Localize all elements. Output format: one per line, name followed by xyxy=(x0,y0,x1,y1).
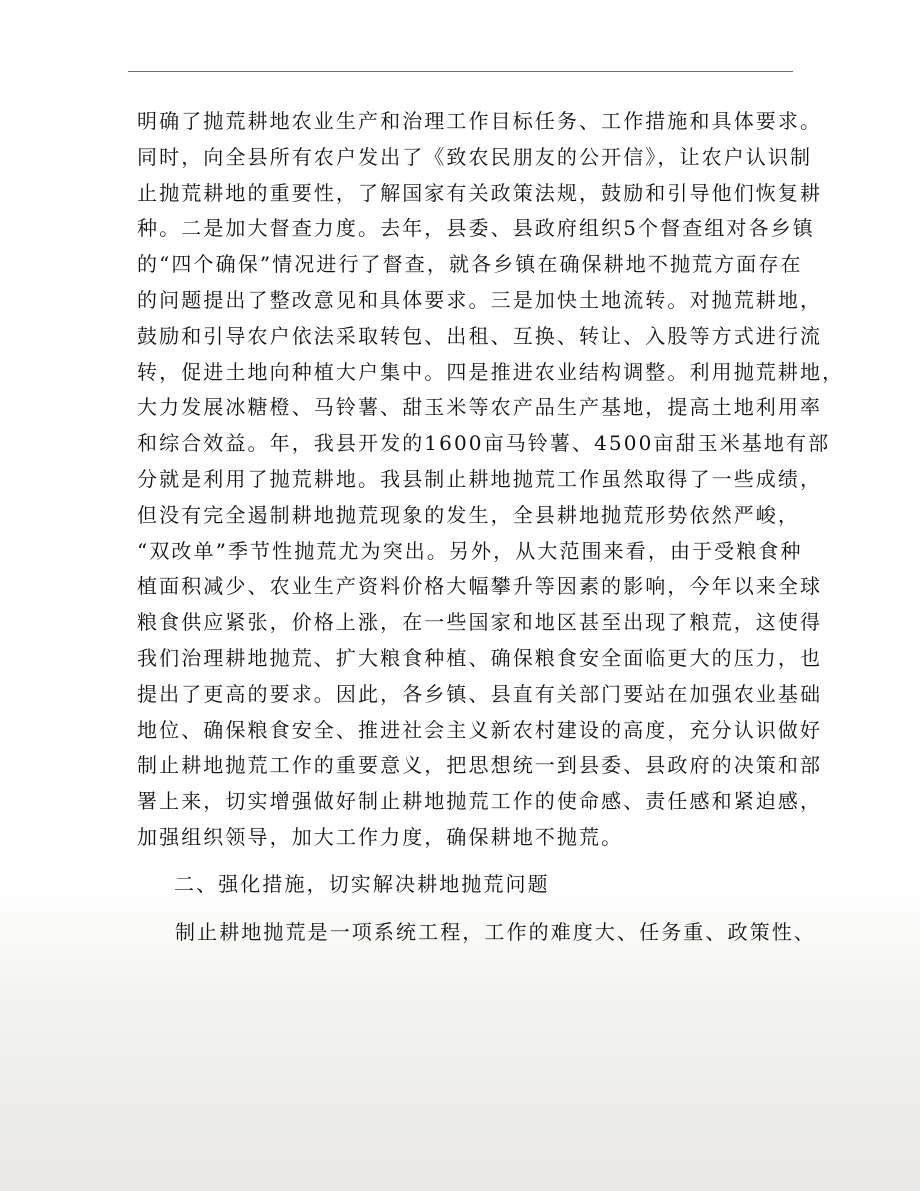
document-body xyxy=(137,104,845,950)
body-line: 鼓励和引导农户依法采取转包、出租、互换、转让、入股等方式进行流 xyxy=(137,323,823,348)
body-line: 的问题提出了整改意见和具体要求。三是加快土地流转。对抛荒耕地， xyxy=(137,287,823,312)
spacer xyxy=(137,903,802,915)
body-line: 但没有完全遏制耕地抛荒现象的发生，全县耕地抛荒形势依然严峻， xyxy=(137,502,800,527)
body-line: 止抛荒耕地的重要性，了解国家有关政策法规，鼓励和引导他们恢复耕 xyxy=(137,180,823,205)
body-line: 和综合效益。年，我县开发的1600亩马铃薯、4500亩甜玉米基地有部 xyxy=(137,431,831,456)
header-rule xyxy=(128,71,793,72)
body-line: 的“四个确保”情况进行了督查，就各乡镇在确保耕地不抛荒方面存在 xyxy=(137,252,803,277)
paragraph-first-line: 制止耕地抛荒是一项系统工程，工作的难度大、任务重、政策性、 xyxy=(175,919,816,944)
body-line: 转，促进土地向种植大户集中。四是推进农业结构调整。利用抛荒耕地， xyxy=(137,359,845,384)
spacer xyxy=(137,856,802,867)
section-heading: 二、强化措施，切实解决耕地抛荒问题 xyxy=(174,871,550,896)
body-line: 署上来，切实增强做好制止耕地抛荒工作的使命感、责任感和紧迫感， xyxy=(137,789,823,814)
body-line: 提出了更高的要求。因此，各乡镇、县直有关部门要站在加强农业基础 xyxy=(137,681,823,706)
body-line: “双改单”季节性抛荒尤为突出。另外，从大范围来看，由于受粮食种 xyxy=(137,538,803,563)
body-line: 种。二是加大督查力度。去年，县委、县政府组织5个督查组对各乡镇 xyxy=(137,216,815,241)
body-line: 我们治理耕地抛荒、扩大粮食种植、确保粮食安全面临更大的压力，也 xyxy=(137,645,823,670)
body-line: 加强组织领导，加大工作力度，确保耕地不抛荒。 xyxy=(137,824,624,849)
body-line: 制止耕地抛荒工作的重要意义，把思想统一到县委、县政府的决策和部 xyxy=(137,753,823,778)
body-line: 同时，向全县所有农户发出了《致农民朋友的公开信》，让农户认识制 xyxy=(137,144,813,169)
body-line: 植面积减少、农业生产资料价格大幅攀升等因素的影响，今年以来全球 xyxy=(137,574,823,599)
body-line: 地位、确保粮食安全、推进社会主义新农村建设的高度，充分认识做好 xyxy=(137,717,823,742)
body-line: 分就是利用了抛荒耕地。我县制止耕地抛荒工作虽然取得了一些成绩， xyxy=(137,466,823,491)
body-line: 明确了抛荒耕地农业生产和治理工作目标任务、工作措施和具体要求。 xyxy=(137,109,823,133)
body-line: 粮食供应紧张，价格上涨，在一些国家和地区甚至出现了粮荒，这使得 xyxy=(137,610,823,635)
body-line: 大力发展冰糖橙、马铃薯、甜玉米等农产品生产基地，提高土地利用率 xyxy=(137,395,823,420)
